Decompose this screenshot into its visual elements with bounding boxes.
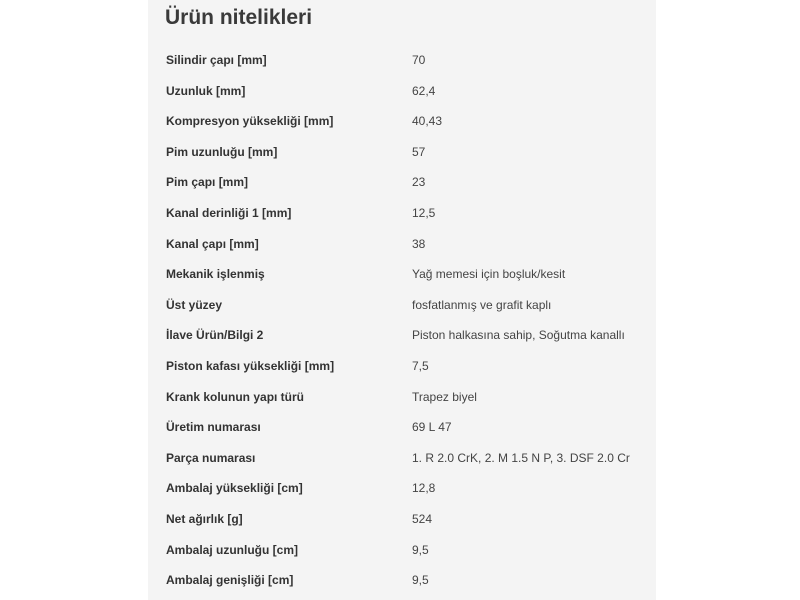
attribute-row <box>148 290 656 321</box>
attribute-label: Piston kafası yüksekliği [mm] <box>166 358 335 373</box>
attribute-row <box>148 259 656 290</box>
attribute-row <box>148 504 656 535</box>
attribute-label: Pim çapı [mm] <box>166 175 249 190</box>
attribute-row <box>148 412 656 443</box>
attribute-row <box>148 382 656 413</box>
attribute-value: 69 L 47 <box>412 420 452 435</box>
section-title: Ürün nitelikleri <box>165 6 313 29</box>
attribute-label: Kompresyon yüksekliği [mm] <box>166 114 334 129</box>
attribute-value: Piston halkasına sahip, Soğutma kanallı <box>412 328 625 343</box>
attribute-value: 9,5 <box>412 542 429 557</box>
attribute-label: Üst yüzey <box>166 297 223 312</box>
attribute-label: Mekanik işlenmiş <box>166 267 265 282</box>
attribute-row <box>148 137 656 168</box>
attribute-label: Ambalaj genişliği [cm] <box>166 573 294 588</box>
attribute-row <box>148 106 656 137</box>
attribute-label: Ambalaj uzunluğu [cm] <box>166 542 298 557</box>
attribute-row <box>148 473 656 504</box>
attribute-row <box>148 45 656 76</box>
attribute-label: Krank kolunun yapı türü <box>166 389 305 404</box>
attribute-value: Trapez biyel <box>412 389 477 404</box>
product-attributes-panel <box>148 0 656 600</box>
attribute-value: 23 <box>412 175 426 190</box>
attribute-row <box>148 229 656 260</box>
attribute-row <box>148 76 656 107</box>
attribute-label: Silindir çapı [mm] <box>166 53 267 67</box>
attribute-label: Parça numarası <box>166 450 256 465</box>
attribute-value: 40,43 <box>412 114 443 129</box>
attribute-label: Kanal çapı [mm] <box>166 236 259 251</box>
attribute-value: fosfatlanmış ve grafit kaplı <box>412 297 552 312</box>
attribute-value: 12,8 <box>412 481 436 496</box>
attribute-value: 7,5 <box>412 358 429 373</box>
attribute-value: 62,4 <box>412 83 436 98</box>
attribute-row <box>148 167 656 198</box>
attribute-value: 12,5 <box>412 205 436 220</box>
attribute-row <box>148 535 656 566</box>
attribute-value: 57 <box>412 144 426 159</box>
attribute-value: 70 <box>412 53 426 67</box>
attribute-value: 9,5 <box>412 573 429 588</box>
attribute-value: 524 <box>412 511 433 526</box>
attribute-value: 38 <box>412 236 426 251</box>
attribute-row <box>148 351 656 382</box>
attribute-row <box>148 565 656 596</box>
attribute-row <box>148 198 656 229</box>
attribute-label: Ambalaj yüksekliği [cm] <box>166 481 303 496</box>
attribute-label: Üretim numarası <box>166 420 261 435</box>
attribute-row <box>148 320 656 351</box>
attribute-value: 1. R 2.0 CrK, 2. M 1.5 N P, 3. DSF 2.0 Cr <box>412 450 630 465</box>
attribute-row <box>148 443 656 474</box>
attribute-label: Pim uzunluğu [mm] <box>166 144 278 159</box>
attributes-table <box>148 45 656 596</box>
attribute-value: Yağ memesi için boşluk/kesit <box>412 267 566 282</box>
attribute-label: İlave Ürün/Bilgi 2 <box>166 328 264 343</box>
attribute-label: Kanal derinliği 1 [mm] <box>166 205 292 220</box>
attribute-label: Net ağırlık [g] <box>166 511 243 526</box>
attribute-label: Uzunluk [mm] <box>166 83 246 98</box>
